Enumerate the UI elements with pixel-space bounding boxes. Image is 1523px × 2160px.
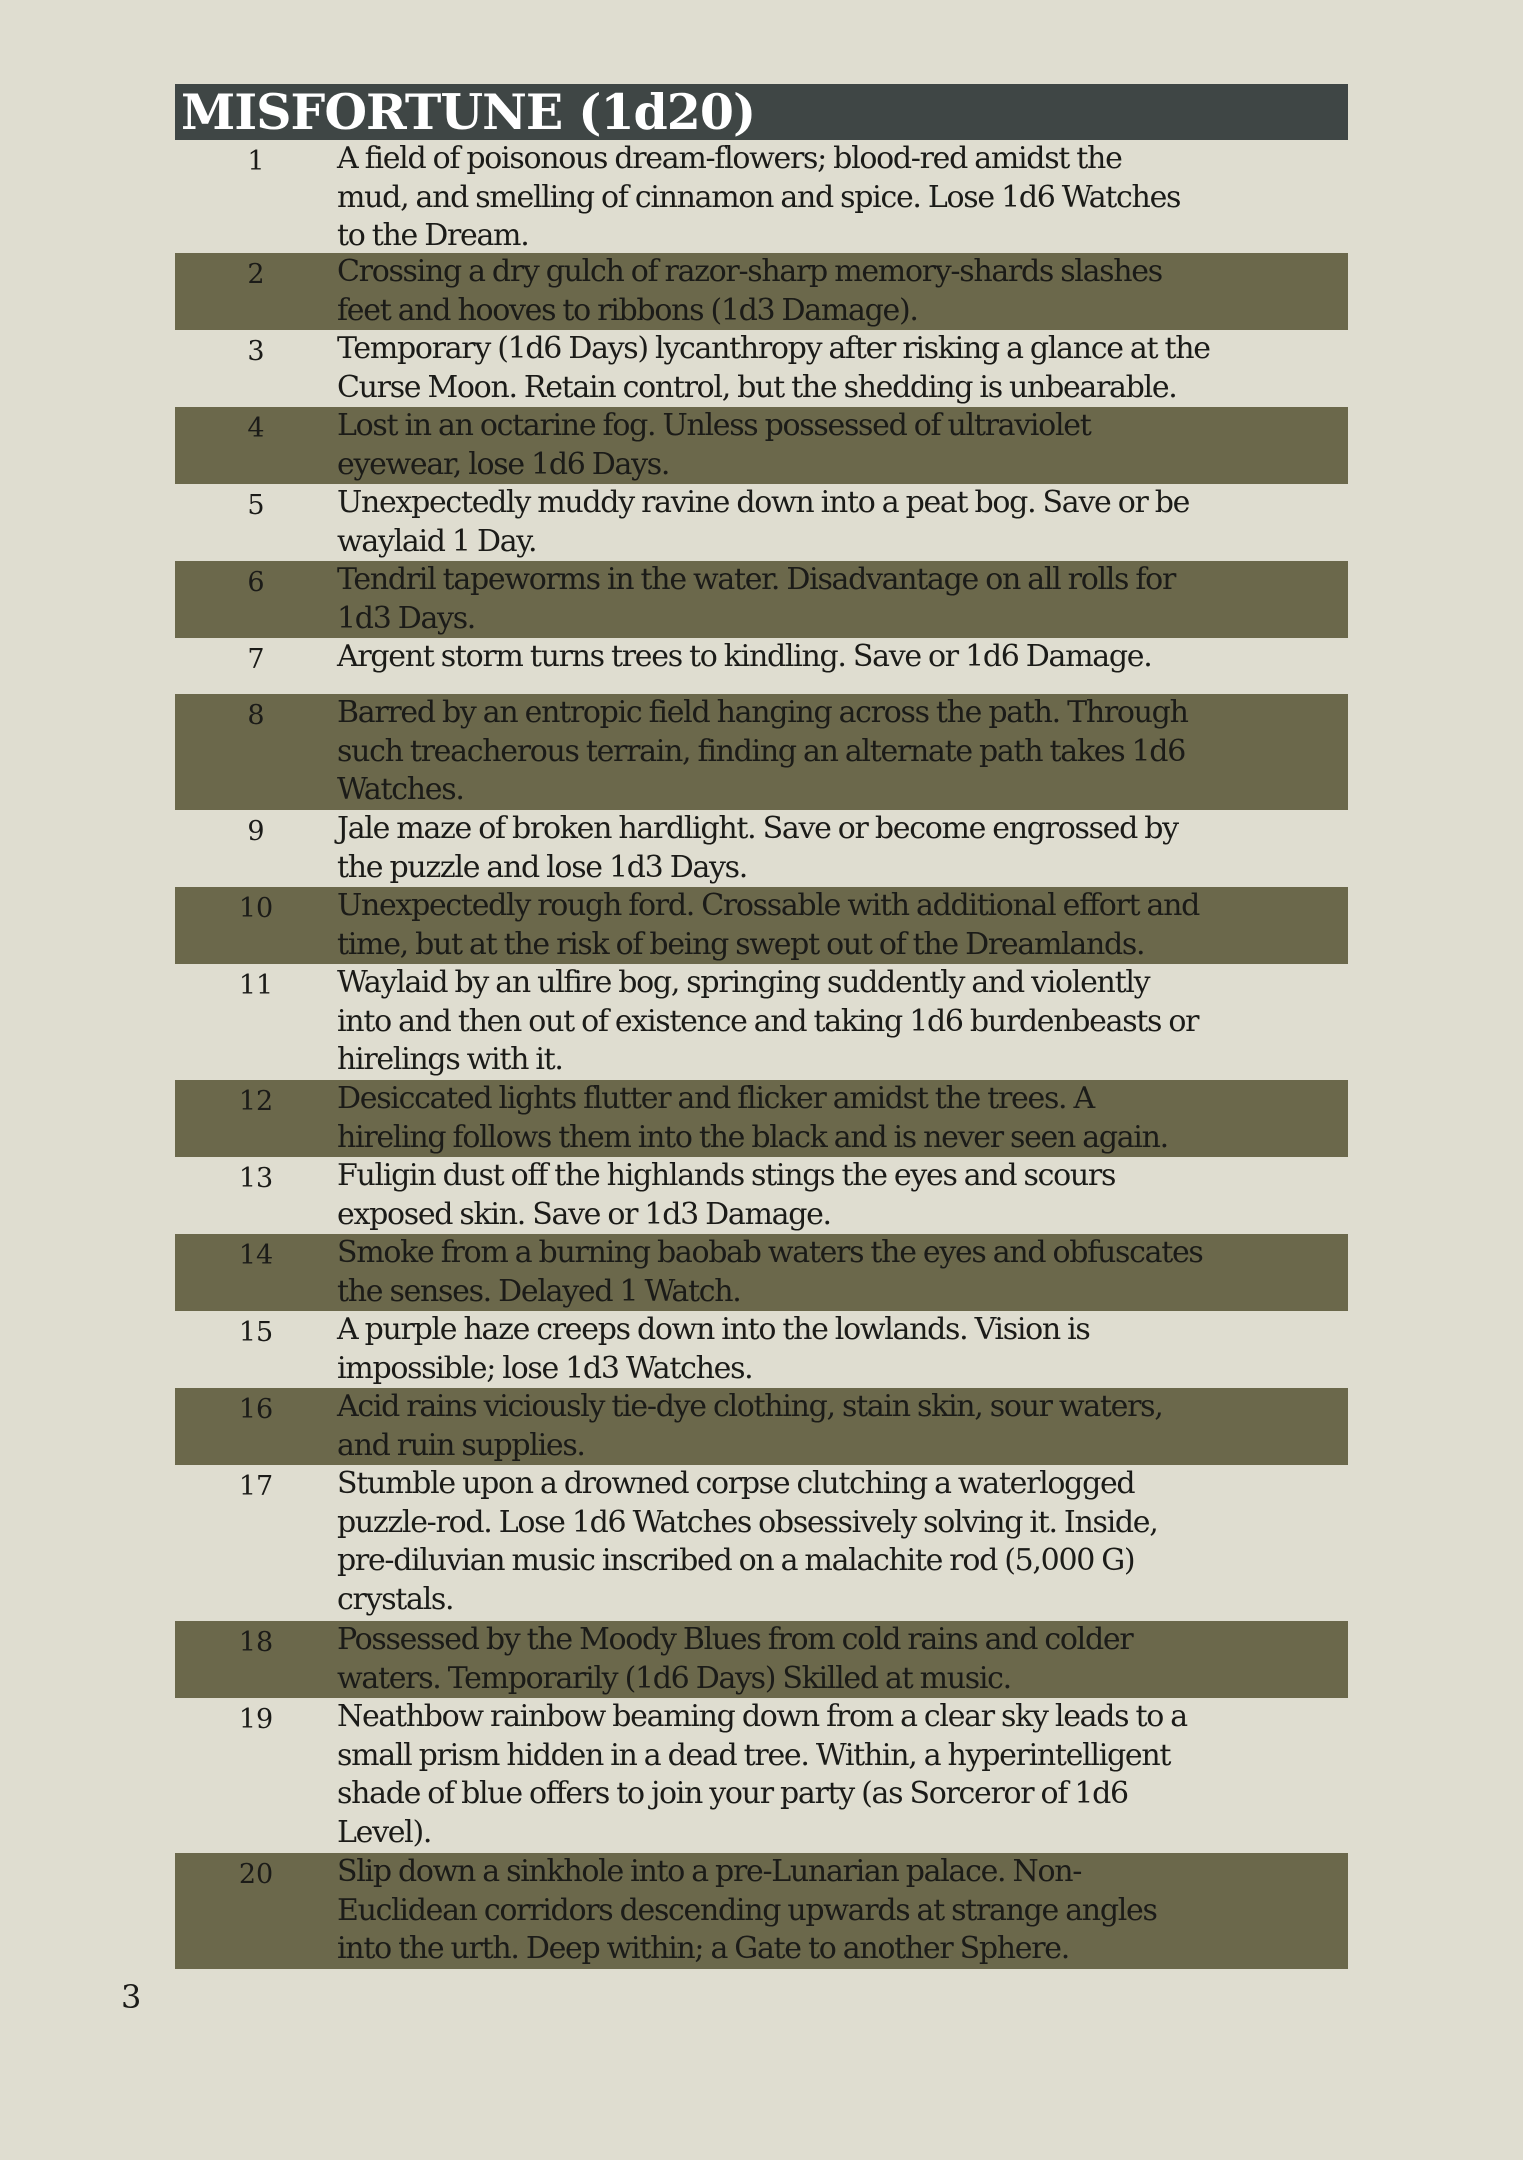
result-text: Barred by an entropic field hanging across the path. Through such treacherous terrain, finding an alternate path takes 1d6 Watches. <box>337 695 1188 807</box>
roll-number: 12 <box>238 1086 274 1117</box>
roll-number: 18 <box>238 1627 274 1658</box>
roll-number: 13 <box>238 1163 274 1194</box>
table-row <box>175 1698 1348 1853</box>
table-title: MISFORTUNE (1d20) <box>175 84 1348 140</box>
roll-number: 7 <box>247 644 265 675</box>
result-text: Crossing a dry gulch of razor-sharp memory-shards slashes feet and hooves to ribbons (1d3 Damage). <box>337 254 1162 328</box>
result-text: Tendril tapeworms in the water. Disadvantage on all rolls for 1d3 Days. <box>337 562 1175 636</box>
table-row <box>175 407 1348 484</box>
table-row <box>175 638 1348 694</box>
result-text: Possessed by the Moody Blues from cold rains and colder waters. Temporarily (1d6 Days) Skilled at music. <box>337 1622 1133 1696</box>
roll-number: 17 <box>238 1471 274 1502</box>
result-text: A field of poisonous dream-flowers; blood-red amidst the mud, and smelling of cinnamon and spice. Lose 1d6 Watches to the Dream. <box>337 141 1181 253</box>
table-row <box>175 1853 1348 1969</box>
result-text: A purple haze creeps down into the lowlands. Vision is impossible; lose 1d3 Watches. <box>337 1312 1090 1386</box>
roll-number: 20 <box>238 1859 274 1890</box>
result-text: Unexpectedly rough ford. Crossable with additional effort and time, but at the risk of being swept out of the Dreamlands. <box>337 888 1200 962</box>
result-text: Jale maze of broken hardlight. Save or become engrossed by the puzzle and lose 1d3 Days. <box>337 811 1178 885</box>
roll-number: 1 <box>247 146 265 177</box>
roll-number: 6 <box>247 567 265 598</box>
result-text: Desiccated lights flutter and flicker amidst the trees. A hireling follows them into the black and is never seen again. <box>337 1081 1168 1155</box>
result-text: Argent storm turns trees to kindling. Save or 1d6 Damage. <box>337 639 1152 674</box>
roll-number: 3 <box>247 336 265 367</box>
roll-number: 15 <box>238 1317 274 1348</box>
table-row <box>175 694 1348 810</box>
table-row <box>175 561 1348 638</box>
table-row <box>175 810 1348 887</box>
table-row <box>175 1234 1348 1311</box>
table-row <box>175 887 1348 964</box>
result-text: Unexpectedly muddy ravine down into a peat bog. Save or be waylaid 1 Day. <box>337 485 1190 559</box>
table-row <box>175 484 1348 561</box>
roll-number: 14 <box>238 1240 274 1271</box>
table-row <box>175 1080 1348 1157</box>
roll-number: 2 <box>247 259 265 290</box>
table-row <box>175 330 1348 407</box>
roll-number: 4 <box>247 413 265 444</box>
roll-number: 5 <box>247 490 265 521</box>
page-number: 3 <box>121 1978 142 2016</box>
table-row <box>175 1388 1348 1465</box>
result-text: Acid rains viciously tie-dye clothing, stain skin, sour waters, and ruin supplies. <box>337 1389 1163 1463</box>
result-text: Stumble upon a drowned corpse clutching a waterlogged puzzle-rod. Lose 1d6 Watches obsessively solving it. Inside, pre-diluvian music inscribed on a malachite rod (5,000 G) crystals. <box>337 1466 1158 1617</box>
result-text: Fuligin dust off the highlands stings the eyes and scours exposed skin. Save or 1d3 Damage. <box>337 1158 1116 1232</box>
table-row <box>175 1465 1348 1621</box>
table-row <box>175 1157 1348 1234</box>
roll-number: 11 <box>238 970 274 1001</box>
roll-number: 8 <box>247 700 265 731</box>
result-text: Slip down a sinkhole into a pre-Lunarian palace. Non- Euclidean corridors descending upwards at strange angles into the urth. Deep within; a Gate to another Sphere. <box>337 1854 1157 1966</box>
roll-number: 19 <box>238 1704 274 1735</box>
table-row <box>175 1621 1348 1698</box>
result-text: Temporary (1d6 Days) lycanthropy after risking a glance at the Curse Moon. Retain control, but the shedding is unbearable. <box>337 331 1210 405</box>
result-text: Smoke from a burning baobab waters the eyes and obfuscates the senses. Delayed 1 Watch. <box>337 1235 1203 1309</box>
roll-number: 10 <box>238 893 274 924</box>
table-row <box>175 964 1348 1080</box>
table-row <box>175 253 1348 330</box>
result-text: Neathbow rainbow beaming down from a clear sky leads to a small prism hidden in a dead tree. Within, a hyperintelligent shade of blue offers to join your party (as Sorceror of 1d6 Level). <box>337 1699 1187 1850</box>
table-row <box>175 140 1348 253</box>
result-text: Waylaid by an ulfire bog, springing suddently and violently into and then out of existence and taking 1d6 burdenbeasts or hirelings with it. <box>337 965 1199 1077</box>
result-text: Lost in an octarine fog. Unless possessed of ultraviolet eyewear, lose 1d6 Days. <box>337 408 1091 482</box>
misfortune-table <box>175 84 1348 1969</box>
table-row <box>175 1311 1348 1388</box>
roll-number: 9 <box>247 816 265 847</box>
roll-number: 16 <box>238 1394 274 1425</box>
